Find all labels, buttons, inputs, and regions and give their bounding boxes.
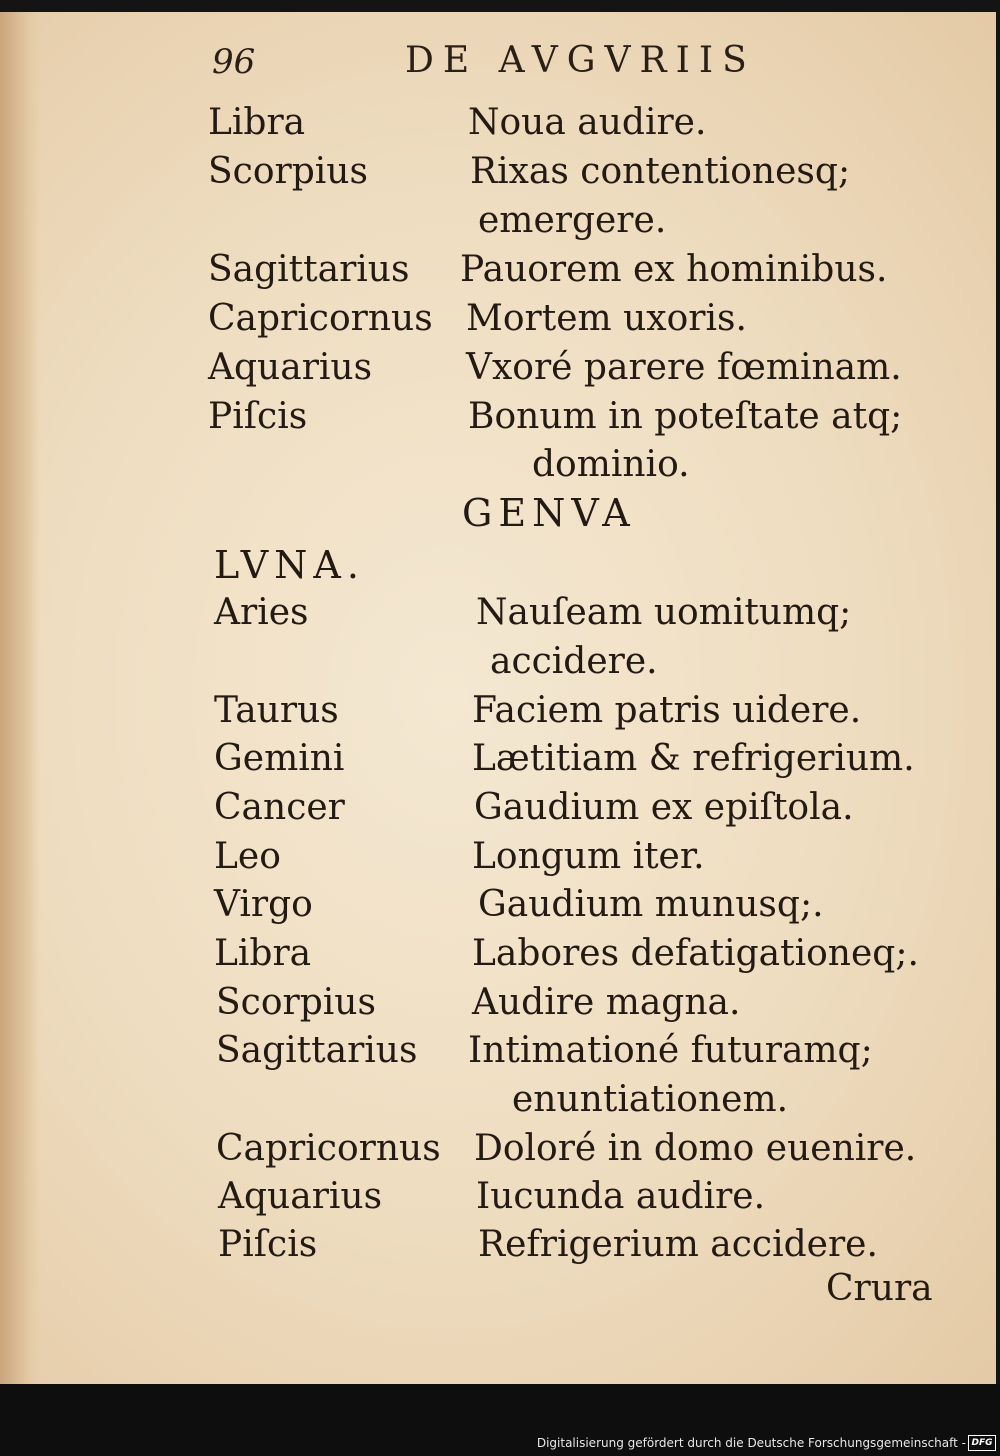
omen-meaning: Gaudium ex epiſtola. xyxy=(474,787,854,828)
table-row xyxy=(208,245,948,295)
omen-meaning: Gaudium munusq;. xyxy=(478,884,824,925)
omen-meaning: Lætitiam & refrigerium. xyxy=(472,738,915,779)
table-row xyxy=(218,1220,958,1270)
zodiac-sign: Cancer xyxy=(214,787,345,828)
table-row xyxy=(214,686,954,736)
page-header xyxy=(0,40,996,90)
zodiac-sign: Sagittarius xyxy=(216,1030,418,1071)
scan-border xyxy=(0,1384,1000,1456)
omen-meaning: Longum iter. xyxy=(472,836,705,877)
omen-meaning: Doloré in domo euenire. xyxy=(474,1128,917,1169)
zodiac-sign: Libra xyxy=(214,933,312,974)
table-row xyxy=(208,196,948,246)
table-row xyxy=(214,734,954,784)
zodiac-sign: Scorpius xyxy=(208,151,368,192)
table-row xyxy=(216,1026,956,1076)
omen-meaning: Refrigerium accidere. xyxy=(478,1224,878,1265)
table-row xyxy=(216,978,956,1028)
zodiac-sign: Capricornus xyxy=(208,298,433,339)
zodiac-sign: Scorpius xyxy=(216,982,376,1023)
omen-meaning: Iucunda audire. xyxy=(476,1176,766,1217)
page-gutter xyxy=(0,12,40,1384)
table-row xyxy=(216,1075,956,1125)
running-title: DE AVGVRIIS xyxy=(405,40,756,81)
zodiac-sign: Capricornus xyxy=(216,1128,441,1169)
zodiac-sign: Sagittarius xyxy=(208,249,410,290)
zodiac-sign: Aquarius xyxy=(208,347,373,388)
table-row xyxy=(214,588,954,638)
table-row xyxy=(216,1124,956,1174)
omen-meaning: accidere. xyxy=(490,641,658,682)
omen-meaning: enuntiationem. xyxy=(512,1079,789,1120)
zodiac-sign: Virgo xyxy=(214,884,313,925)
zodiac-sign: Gemini xyxy=(214,738,345,779)
omen-meaning: Bonum in poteſtate atq; xyxy=(468,396,903,437)
table-row xyxy=(214,832,954,882)
digitization-credit: Digitalisierung gefördert durch die Deutsche Forschungsgemeinschaft - xyxy=(536,1436,966,1450)
table-row xyxy=(208,98,948,148)
table-row xyxy=(214,783,954,833)
zodiac-sign: Leo xyxy=(214,836,281,877)
zodiac-sign: Piſcis xyxy=(208,396,308,437)
zodiac-sign: Piſcis xyxy=(218,1224,318,1265)
table-row xyxy=(208,392,948,442)
omen-meaning: Pauorem ex hominibus. xyxy=(460,249,888,290)
book-page xyxy=(0,12,996,1384)
omen-meaning: Faciem patris uidere. xyxy=(472,690,862,731)
zodiac-sign: Aries xyxy=(214,592,309,633)
omen-meaning: Nauſeam uomitumq; xyxy=(476,592,852,633)
omen-meaning-continuation: dominio. xyxy=(532,444,690,485)
table-row xyxy=(214,880,954,930)
omen-meaning: Vxoré parere fœminam. xyxy=(466,347,902,388)
zodiac-sign: Libra xyxy=(208,102,306,143)
table-row xyxy=(208,343,948,393)
omen-meaning: Labores defatigationeq;. xyxy=(472,933,919,974)
omen-meaning: Rixas contentionesq; xyxy=(470,151,851,192)
table-row xyxy=(214,929,954,979)
omen-meaning: Noua audire. xyxy=(468,102,707,143)
subsection-heading: LVNA. xyxy=(214,543,365,587)
table-row xyxy=(214,637,954,687)
omen-meaning: emergere. xyxy=(478,200,667,241)
dfg-logo: DFG xyxy=(968,1435,996,1451)
omen-meaning: Mortem uxoris. xyxy=(466,298,747,339)
catchword: Crura xyxy=(826,1268,933,1309)
table-row xyxy=(218,1172,958,1222)
zodiac-sign: Taurus xyxy=(214,690,339,731)
omen-meaning: Audire magna. xyxy=(472,982,741,1023)
zodiac-sign: Aquarius xyxy=(218,1176,383,1217)
table-row xyxy=(208,294,948,344)
table-row xyxy=(208,147,948,197)
omen-meaning: Intimationé futuramq; xyxy=(468,1030,873,1071)
section-heading: GENVA xyxy=(462,491,636,535)
page-number: 96 xyxy=(212,42,256,82)
